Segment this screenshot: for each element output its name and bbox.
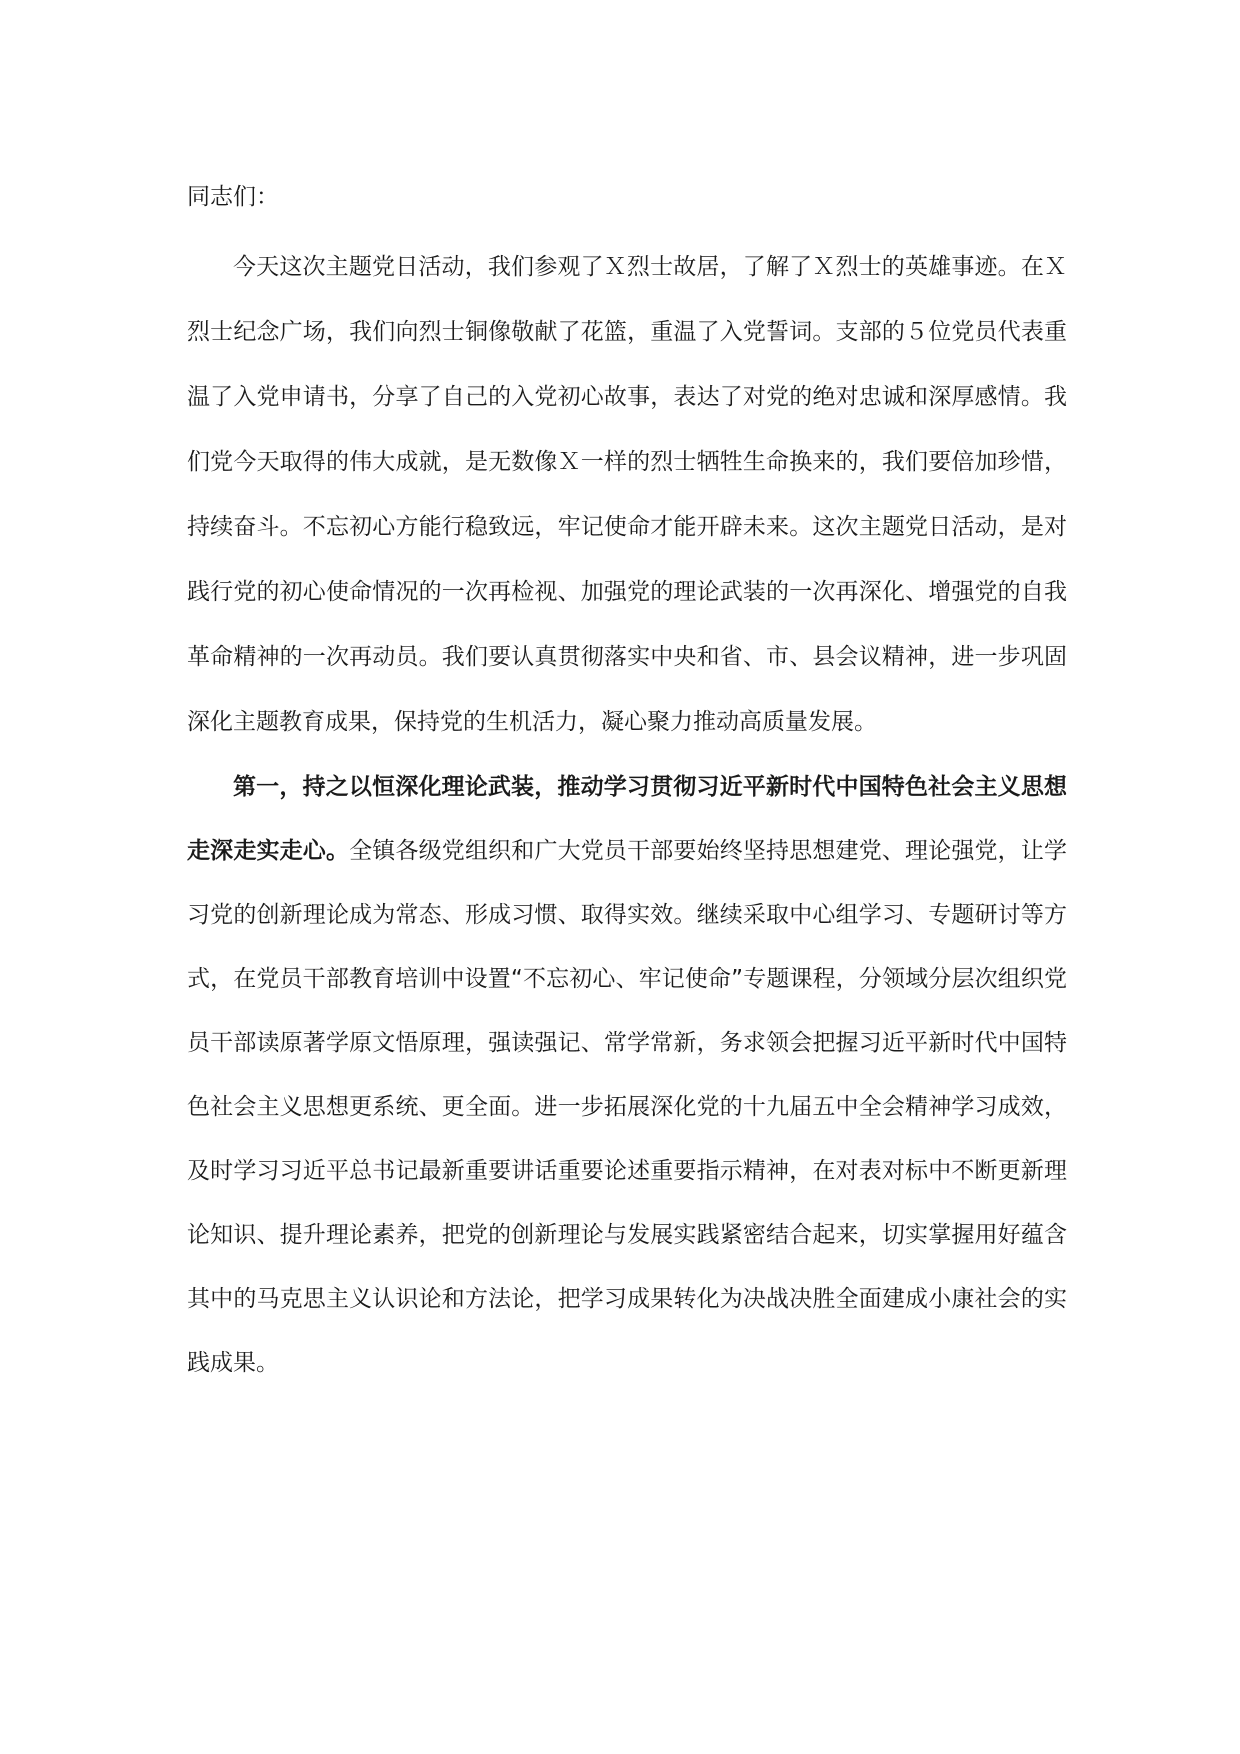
paragraph-2	[187, 755, 1067, 1395]
salutation: 同志们：	[187, 184, 279, 210]
paragraph-1: 今天这次主题党日活动，我们参观了Ｘ烈士故居，了解了Ｘ烈士的英雄事迹。在Ｘ烈士纪念广场，我们向烈士铜像敬献了花篮，重温了入党誓词。支部的５位党员代表重温了入党申请书，分享了自己的入党初心故事，表达了对党的绝对忠诚和深厚感情。我们党今天取得的伟大成就，是无数像Ｘ一样的烈士牺牲生命换来的，我们要倍加珍惜，持续奋斗。不忘初心方能行稳致远，牢记使命才能开辟未来。这次主题党日活动，是对践行党的初心使命情况的一次再检视、加强党的理论武装的一次再深化、增强党的自我革命精神的一次再动员。我们要认真贯彻落实中央和省、市、县会议精神，进一步巩固深化主题教育成果，保持党的生机活力，凝心聚力推动高质量发展。	[187, 254, 1067, 735]
document-body	[187, 171, 1067, 1395]
paragraph-2-body: 全镇各级党组织和广大党员干部要始终坚持思想建党、理论强党，让学习党的创新理论成为常态、形成习惯、取得实效。继续采取中心组学习、专题研讨等方式，在党员干部教育培训中设置“不忘初心、牢记使命”专题课程，分领域分层次组织党员干部读原著学原文悟原理，强读强记、常学常新，务求领会把握习近平新时代中国特色社会主义思想更系统、更全面。进一步拓展深化党的十九届五中全会精神学习成效，及时学习习近平总书记最新重要讲话重要论述重要指示精神，在对表对标中不断更新理论知识、提升理论素养，把党的创新理论与发展实践紧密结合起来，切实掌握用好蕴含其中的马克思主义认识论和方法论，把学习成果转化为决战决胜全面建成小康社会的实践成果。	[187, 838, 1068, 1376]
paragraph-2-lead: 第一，持之以恒深化理论武装，推动学习贯彻习近平新时代中国特色社会主义思想走深走实走心。	[187, 774, 1067, 864]
